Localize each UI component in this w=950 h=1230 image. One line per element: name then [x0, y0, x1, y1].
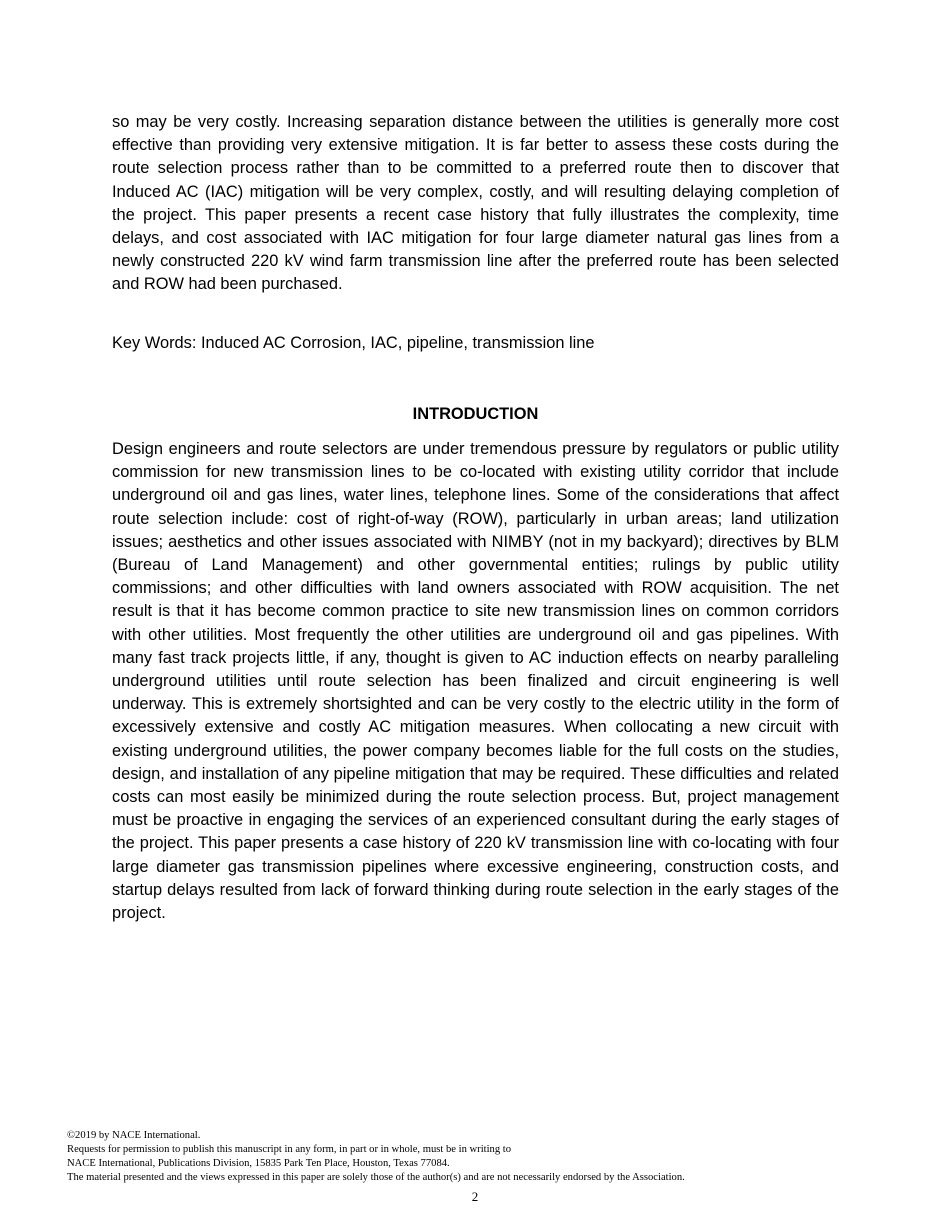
keywords-line: Key Words: Induced AC Corrosion, IAC, pipeline, transmission line: [112, 334, 595, 352]
introduction-paragraph: Design engineers and route selectors are under tremendous pressure by regulators or public utility commission for new transmission lines to be co-located with existing utility corridor that include underground oil and gas lines, water lines, telephone lines. Some of the considerations that affect route selection include: cost of right-of-way (ROW), particularly in urban areas; land utilization issues; aesthetics and other issues associated with NIMBY (not in my backyard); directives by BLM (Bureau of Land Management) and other governmental entities; rulings by public utility commissions; and other difficulties with land owners associated with ROW acquisition. The net result is that it has become common practice to site new transmission lines on common corridors with other utilities. Most frequently the other utilities are underground oil and gas pipelines. With many fast track projects little, if any, thought is given to AC induction effects on nearby paralleling underground utilities until route selection has been finalized and circuit engineering is well underway. This is extremely shortsighted and can be very costly to the electric utility in the form of excessively extensive and costly AC mitigation measures. When collocating a new circuit with existing underground utilities, the power company becomes liable for the full costs on the studies, design, and installation of any pipeline mitigation that may be required. These difficulties and related costs can most easily be minimized during the route selection process. But, project management must be proactive in engaging the services of an experienced consultant during the early stages of the project. This paper presents a case history of 220 kV transmission line with co-locating with four large diameter gas transmission pipelines where excessive engineering, construction costs, and startup delays resulted from lack of forward thinking during route selection in the early stages of the project.: [112, 440, 839, 923]
footer-permission-line-2: NACE International, Publications Division, 15835 Park Ten Place, Houston, Texas 77084.: [67, 1158, 450, 1169]
footer-disclaimer: The material presented and the views expressed in this paper are solely those of the author(s) and are not necessarily endorsed by the Association.: [67, 1172, 685, 1183]
introduction-heading: INTRODUCTION: [412, 405, 539, 423]
page-number: 2: [471, 1189, 479, 1204]
copyright-footer: [67, 1129, 867, 1185]
footer-permission-line-1: Requests for permission to publish this manuscript in any form, in part or in whole, must be in writing to: [67, 1144, 512, 1155]
footer-copyright: ©2019 by NACE International.: [67, 1130, 201, 1141]
abstract-continuation-paragraph: so may be very costly. Increasing separation distance between the utilities is generally more cost effective than providing very extensive mitigation. It is far better to assess these costs during the route selection process rather than to be committed to a preferred route then to discover that Induced AC (IAC) mitigation will be very complex, costly, and will resulting delaying completion of the project. This paper presents a recent case history that fully illustrates the complexity, time delays, and cost associated with IAC mitigation for four large diameter natural gas lines from a newly constructed 220 kV wind farm transmission line after the preferred route has been selected and ROW had been purchased.: [112, 113, 839, 294]
